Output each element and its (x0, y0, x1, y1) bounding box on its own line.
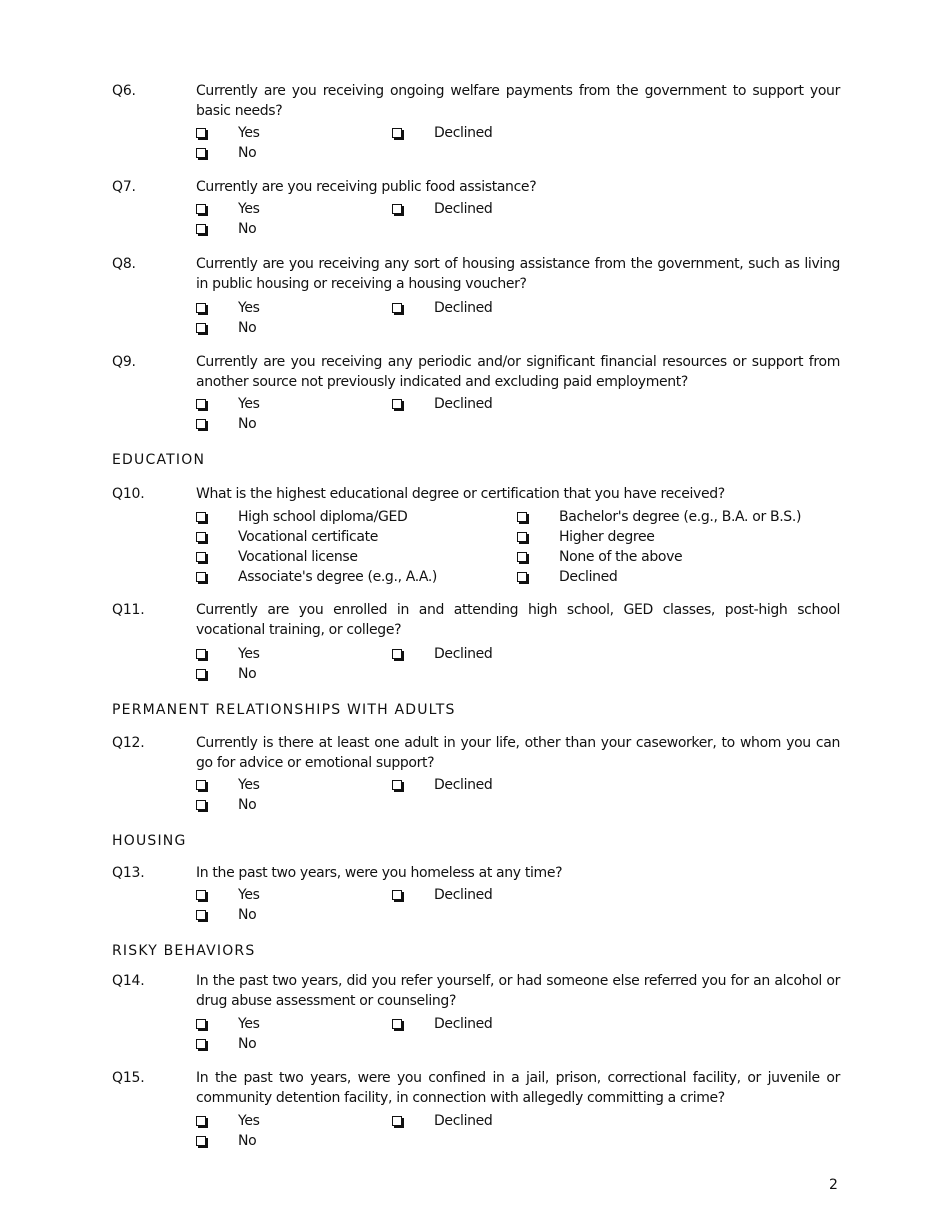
checkbox-icon[interactable] (196, 572, 206, 582)
checkbox-icon[interactable] (196, 800, 206, 810)
option-label: No (238, 1036, 257, 1052)
option-declined[interactable] (392, 885, 493, 905)
checkbox-icon[interactable] (392, 303, 402, 313)
question-q12 (112, 733, 840, 817)
question-text: In the past two years, did you refer yourself, or had someone else referred you for an alcohol or drug abuse assessment or counseling? (196, 973, 840, 1009)
answer-options (196, 298, 840, 340)
option-no[interactable] (196, 664, 257, 684)
checkbox-icon[interactable] (196, 323, 206, 333)
answer-options (196, 885, 840, 927)
option-label: Associate's degree (e.g., A.A.) (238, 569, 438, 585)
checkbox-icon[interactable] (392, 1019, 402, 1029)
option-label: Declined (434, 887, 493, 903)
checkbox-icon[interactable] (517, 512, 527, 522)
section-heading-risky-behaviors: RISKY BEHAVIORS (112, 943, 256, 959)
option-label: None of the above (559, 549, 683, 565)
option-declined[interactable] (392, 123, 493, 143)
question-q10 (112, 484, 840, 587)
checkbox-icon[interactable] (392, 780, 402, 790)
checkbox-icon[interactable] (196, 1019, 206, 1029)
option-label: Vocational license (238, 549, 358, 565)
option-label: Declined (434, 125, 493, 141)
option-label: Yes (238, 300, 260, 316)
checkbox-icon[interactable] (196, 148, 206, 158)
option-label: Declined (434, 300, 493, 316)
checkbox-icon[interactable] (196, 532, 206, 542)
option-yes[interactable] (196, 644, 260, 664)
option-label: Declined (434, 1016, 493, 1032)
checkbox-icon[interactable] (196, 1136, 206, 1146)
option-yes[interactable] (196, 394, 260, 414)
question-number: Q14. (112, 973, 145, 989)
option-yes[interactable] (196, 775, 260, 795)
option-no[interactable] (196, 795, 257, 815)
option-bachelors-degree[interactable] (517, 507, 802, 527)
answer-options (196, 394, 840, 436)
question-number: Q7. (112, 179, 136, 195)
option-associates-degree[interactable] (196, 567, 438, 587)
checkbox-icon[interactable] (392, 399, 402, 409)
checkbox-icon[interactable] (196, 669, 206, 679)
option-declined[interactable] (392, 394, 493, 414)
option-label: Yes (238, 396, 260, 412)
question-text: Currently is there at least one adult in your life, other than your caseworker, to whom you can go for advice or emotional support? (196, 735, 840, 771)
option-label: Yes (238, 777, 260, 793)
option-vocational-certificate[interactable] (196, 527, 379, 547)
checkbox-icon[interactable] (517, 572, 527, 582)
option-yes[interactable] (196, 298, 260, 318)
option-label: Bachelor's degree (e.g., B.A. or B.S.) (559, 509, 802, 525)
question-q8 (112, 254, 840, 340)
checkbox-icon[interactable] (517, 552, 527, 562)
checkbox-icon[interactable] (196, 1039, 206, 1049)
checkbox-icon[interactable] (196, 224, 206, 234)
question-q14 (112, 971, 840, 1056)
checkbox-icon[interactable] (196, 890, 206, 900)
option-yes[interactable] (196, 199, 260, 219)
checkbox-icon[interactable] (196, 128, 206, 138)
checkbox-icon[interactable] (196, 303, 206, 313)
question-text: Currently are you enrolled in and attending high school, GED classes, post-high school vocational training, or college? (196, 602, 840, 638)
option-label: Yes (238, 1016, 260, 1032)
option-no[interactable] (196, 1131, 257, 1151)
page-number: 2 (829, 1177, 838, 1193)
question-number: Q9. (112, 354, 136, 370)
option-yes[interactable] (196, 885, 260, 905)
option-label: Yes (238, 1113, 260, 1129)
option-label: No (238, 416, 257, 432)
option-label: Yes (238, 201, 260, 217)
option-declined[interactable] (392, 1014, 493, 1034)
question-number: Q6. (112, 83, 136, 99)
option-no[interactable] (196, 905, 257, 925)
option-yes[interactable] (196, 123, 260, 143)
option-label: Declined (559, 569, 618, 585)
option-declined[interactable] (392, 298, 493, 318)
option-no[interactable] (196, 219, 257, 239)
checkbox-icon[interactable] (196, 512, 206, 522)
checkbox-icon[interactable] (196, 649, 206, 659)
answer-options (196, 775, 840, 817)
checkbox-icon[interactable] (517, 532, 527, 542)
answer-options (196, 507, 840, 587)
question-text: What is the highest educational degree or certification that you have received? (196, 486, 725, 502)
question-q15 (112, 1068, 840, 1153)
option-label: Yes (238, 646, 260, 662)
question-number: Q15. (112, 1070, 145, 1086)
option-label: No (238, 320, 257, 336)
option-label: No (238, 145, 257, 161)
checkbox-icon[interactable] (196, 204, 206, 214)
question-q7 (112, 177, 840, 241)
checkbox-icon[interactable] (392, 128, 402, 138)
section-heading-education: EDUCATION (112, 452, 206, 468)
question-number: Q12. (112, 735, 145, 751)
option-label: Declined (434, 201, 493, 217)
checkbox-icon[interactable] (392, 649, 402, 659)
option-vocational-license[interactable] (196, 547, 358, 567)
checkbox-icon[interactable] (392, 1116, 402, 1126)
answer-options (196, 199, 840, 241)
question-q6 (112, 81, 840, 165)
checkbox-icon[interactable] (196, 910, 206, 920)
question-number: Q10. (112, 486, 145, 502)
checkbox-icon[interactable] (196, 419, 206, 429)
option-no[interactable] (196, 414, 257, 434)
option-label: No (238, 1133, 257, 1149)
answer-options (196, 1111, 840, 1153)
option-no[interactable] (196, 1034, 257, 1054)
checkbox-icon[interactable] (196, 399, 206, 409)
question-text: Currently are you receiving any periodic and/or significant financial resources or support from another source not previously indicated and excluding paid employment? (196, 354, 840, 390)
answer-options (196, 123, 840, 165)
question-text: Currently are you receiving any sort of housing assistance from the government, such as living in public housing or receiving a housing voucher? (196, 256, 840, 292)
option-yes[interactable] (196, 1014, 260, 1034)
option-label: Yes (238, 887, 260, 903)
question-q9 (112, 352, 840, 436)
question-number: Q11. (112, 602, 145, 618)
question-text: In the past two years, were you homeless at any time? (196, 865, 563, 881)
option-high-school[interactable] (196, 507, 408, 527)
option-label: No (238, 797, 257, 813)
checkbox-icon[interactable] (196, 780, 206, 790)
option-label: No (238, 907, 257, 923)
question-number: Q13. (112, 865, 145, 881)
answer-options (196, 644, 840, 686)
option-label: Declined (434, 1113, 493, 1129)
section-heading-relationships: PERMANENT RELATIONSHIPS WITH ADULTS (112, 702, 456, 718)
option-no[interactable] (196, 318, 257, 338)
option-higher-degree[interactable] (517, 527, 655, 547)
option-declined[interactable] (517, 567, 618, 587)
answer-options (196, 1014, 840, 1056)
option-label: High school diploma/GED (238, 509, 408, 525)
option-label: No (238, 221, 257, 237)
checkbox-icon[interactable] (392, 890, 402, 900)
option-no[interactable] (196, 143, 257, 163)
question-q13 (112, 863, 840, 927)
question-number: Q8. (112, 256, 136, 272)
option-label: Declined (434, 777, 493, 793)
checkbox-icon[interactable] (196, 1116, 206, 1126)
option-none-of-the-above[interactable] (517, 547, 683, 567)
question-text: Currently are you receiving public food assistance? (196, 179, 537, 195)
checkbox-icon[interactable] (392, 204, 402, 214)
option-declined[interactable] (392, 775, 493, 795)
option-label: Vocational certificate (238, 529, 379, 545)
question-text: In the past two years, were you confined in a jail, prison, correctional facility, or juvenile or community detention facility, in connection with allegedly committing a crime? (196, 1070, 840, 1106)
question-q11 (112, 600, 840, 686)
option-declined[interactable] (392, 644, 493, 664)
option-label: Declined (434, 396, 493, 412)
option-label: Yes (238, 125, 260, 141)
option-label: Higher degree (559, 529, 655, 545)
section-heading-housing: HOUSING (112, 833, 187, 849)
checkbox-icon[interactable] (196, 552, 206, 562)
option-yes[interactable] (196, 1111, 260, 1131)
option-label: No (238, 666, 257, 682)
question-text: Currently are you receiving ongoing welfare payments from the government to support your basic needs? (196, 83, 840, 119)
option-declined[interactable] (392, 199, 493, 219)
option-declined[interactable] (392, 1111, 493, 1131)
option-label: Declined (434, 646, 493, 662)
